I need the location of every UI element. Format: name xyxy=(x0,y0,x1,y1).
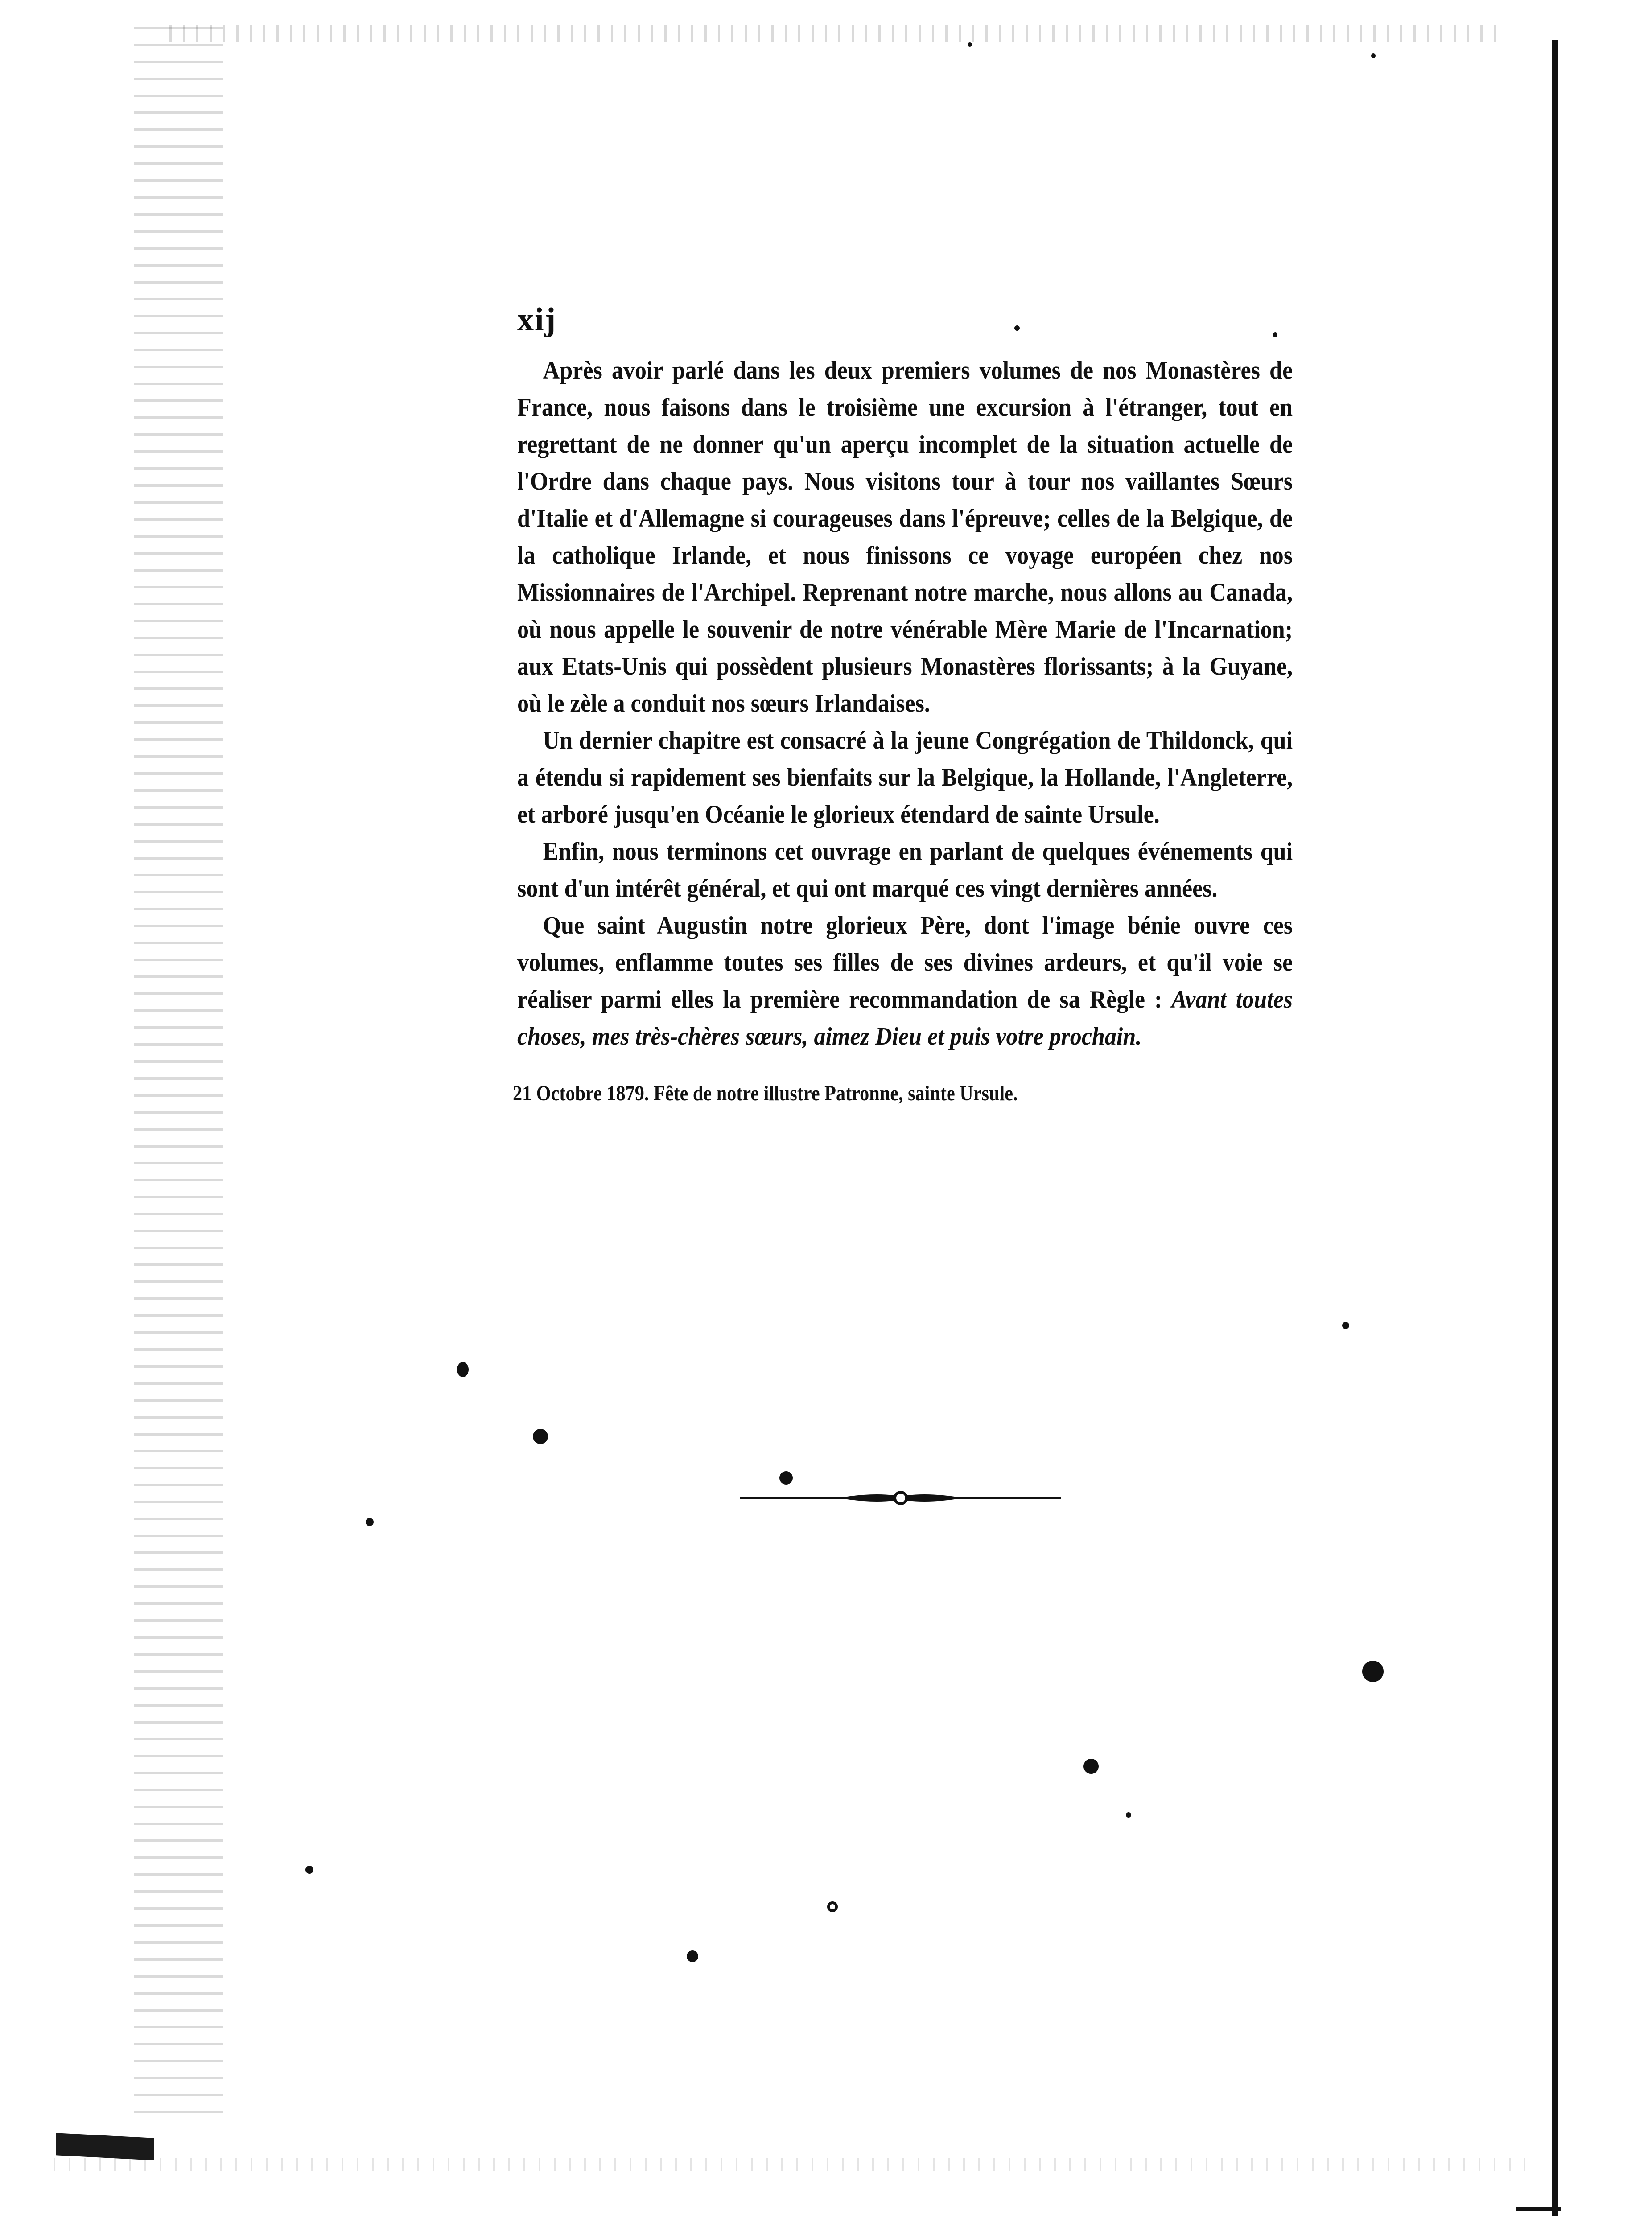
ink-speck xyxy=(1126,1812,1131,1818)
ink-speck xyxy=(1371,53,1376,58)
ink-speck xyxy=(1342,1322,1349,1329)
scan-noise-top xyxy=(169,25,1507,42)
ink-speck xyxy=(1083,1759,1099,1774)
ink-speck xyxy=(827,1901,838,1912)
ink-speck xyxy=(366,1518,374,1526)
paragraph xyxy=(517,833,1293,907)
paragraph xyxy=(517,907,1293,1055)
paragraph xyxy=(517,352,1293,722)
text-block xyxy=(513,301,1293,1105)
paragraph-italic-quote: Avant toutes choses, mes très-chères sœurs, aimez Dieu et puis votre prochain. xyxy=(517,986,1293,1050)
ink-speck xyxy=(779,1471,793,1485)
paragraph-text: Un dernier chapitre est consacré à la jeune Congrégation de Thildonck, qui a étendu si rapidement ses bienfaits sur la Belgique, la Hollande, l'Angleterre, et arboré jusqu'en Océanie le glorieux étendard de sainte Ursule. xyxy=(517,727,1293,828)
page-number: xij xyxy=(517,301,557,338)
scan-right-edge-line xyxy=(1552,40,1558,2216)
date-line: 21 Octobre 1879. Fête de notre illustre Patronne, sainte Ursule. xyxy=(513,1082,1018,1105)
ornament-divider xyxy=(740,1485,1061,1511)
paragraph-text: Que saint Augustin notre glorieux Père, dont l'image bénie ouvre ces volumes, enflamme toutes ses filles de ses divines ardeurs, et qu'il voie se réaliser parmi elles la première recommandation de sa Règle : xyxy=(517,912,1293,1013)
ink-speck xyxy=(533,1429,548,1444)
paragraph-text: Enfin, nous terminons cet ouvrage en parlant de quelques événements qui sont d'un intérêt général, et qui ont marqué ces vingt dernières années. xyxy=(517,838,1293,902)
ink-speck xyxy=(1362,1661,1384,1682)
ink-speck xyxy=(687,1950,698,1962)
scan-right-edge-foot xyxy=(1516,2207,1561,2211)
paragraph xyxy=(517,722,1293,833)
ink-speck xyxy=(968,42,972,47)
paragraph-text: Après avoir parlé dans les deux premiers volumes de nos Monastères de France, nous faisons dans le troisième une excursion à l'étranger, tout en regrettant de ne donner qu'un aperçu incomplet de la situation actuelle de l'Ordre dans chaque pays. Nous visitons tour à tour nos vaillantes Sœurs d'Italie et d'Allemagne si courageuses dans l'épreuve; celles de la Belgique, de la catholique Irlande, et nous finissons ce voyage européen chez nos Missionnaires de l'Archipel. Reprenant notre marche, nous allons au Canada, où nous appelle le souvenir de notre vénérable Mère Marie de l'Incarnation; aux Etats-Unis qui possèdent plusieurs Monastères florissants; à la Guyane, où le zèle a conduit nos sœurs Irlandaises. xyxy=(517,357,1293,717)
scan-noise-bottom xyxy=(54,2158,1525,2171)
scan-noise-left xyxy=(134,27,223,2122)
ink-speck xyxy=(457,1362,469,1377)
ink-speck xyxy=(305,1866,313,1874)
scan-corner-mark xyxy=(56,2133,154,2160)
